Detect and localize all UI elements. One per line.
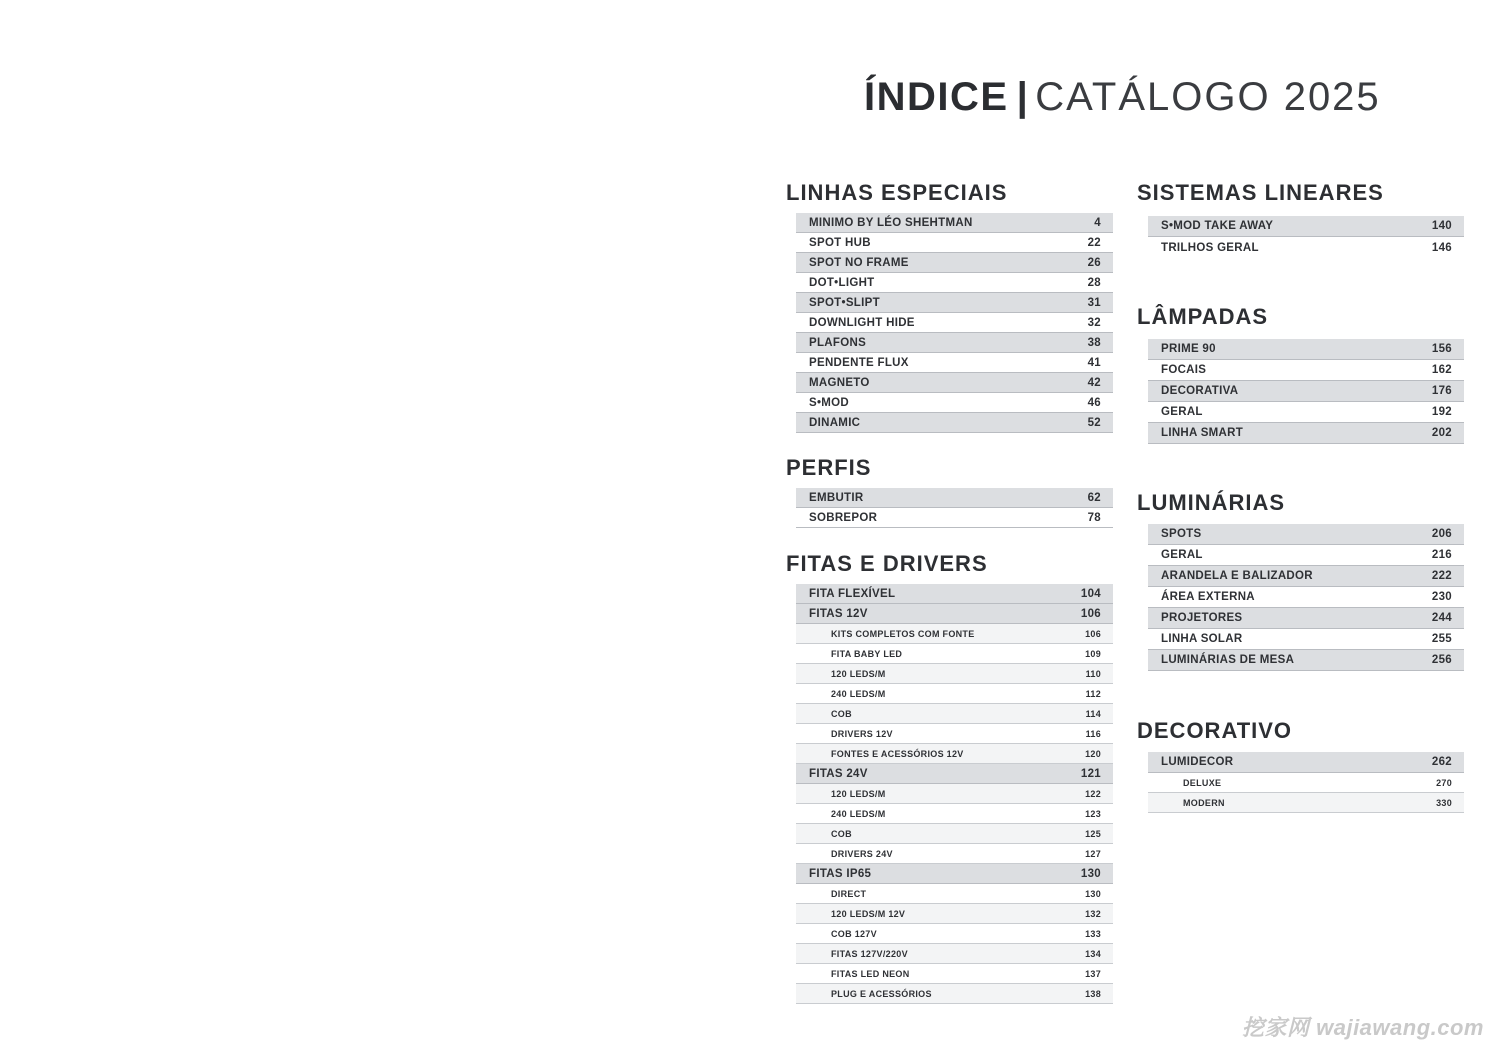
item-label: FITAS IP65: [809, 867, 872, 880]
item-page: 106: [1085, 628, 1101, 639]
list-item[interactable]: [1148, 216, 1464, 237]
list-item[interactable]: [796, 253, 1113, 273]
list-subitem[interactable]: [796, 784, 1113, 804]
item-page: 134: [1085, 948, 1101, 959]
list-item[interactable]: [1148, 237, 1464, 258]
item-page: 4: [1094, 216, 1101, 229]
item-page: 120: [1085, 748, 1101, 759]
list-lampadas: [1148, 339, 1464, 444]
item-label: FITA FLEXÍVEL: [809, 587, 896, 600]
list-sistemas-lineares: [1148, 216, 1464, 258]
item-label: COB: [831, 828, 852, 839]
item-page: 78: [1087, 511, 1101, 524]
item-label: DOWNLIGHT HIDE: [809, 316, 915, 329]
page-title: [864, 72, 1424, 122]
list-item[interactable]: [1148, 402, 1464, 423]
item-page: 31: [1087, 296, 1101, 309]
item-label: 120 LEDS/M 12V: [831, 908, 906, 919]
list-item[interactable]: [796, 764, 1113, 784]
list-subitem[interactable]: [796, 984, 1113, 1004]
item-page: 330: [1436, 797, 1452, 808]
item-page: 244: [1431, 612, 1452, 624]
item-page: 130: [1080, 867, 1101, 880]
item-page: 137: [1085, 968, 1101, 979]
item-label: SPOTS: [1161, 528, 1202, 540]
item-page: 122: [1085, 788, 1101, 799]
item-page: 138: [1085, 988, 1101, 999]
item-label: DELUXE: [1183, 777, 1222, 788]
item-page: 133: [1085, 928, 1101, 939]
item-label: SOBREPOR: [809, 511, 878, 524]
item-page: 162: [1431, 364, 1452, 376]
item-label: FITAS 127V/220V: [831, 948, 908, 959]
item-page: 123: [1085, 808, 1101, 819]
list-item[interactable]: [796, 413, 1113, 433]
item-page: 216: [1431, 549, 1452, 561]
item-label: 120 LEDS/M: [831, 788, 886, 799]
item-page: 26: [1087, 256, 1101, 269]
item-label: FITAS 24V: [809, 767, 868, 780]
item-page: 109: [1085, 648, 1101, 659]
item-label: ÁREA EXTERNA: [1161, 591, 1255, 603]
item-page: 230: [1431, 591, 1452, 603]
item-page: 46: [1087, 396, 1101, 409]
item-page: 106: [1080, 607, 1101, 620]
item-label: LINHA SOLAR: [1161, 633, 1243, 645]
list-subitem[interactable]: [796, 744, 1113, 764]
list-item[interactable]: [796, 584, 1113, 604]
item-page: 114: [1085, 708, 1101, 719]
list-item[interactable]: [1148, 752, 1464, 773]
item-page: 262: [1431, 756, 1452, 768]
item-page: 202: [1431, 427, 1452, 439]
item-page: 132: [1085, 908, 1101, 919]
section-title-fitas-drivers: FITAS E DRIVERS: [786, 551, 988, 576]
item-label: S•MOD TAKE AWAY: [1161, 220, 1274, 232]
list-subitem[interactable]: [796, 624, 1113, 644]
list-item[interactable]: [1148, 360, 1464, 381]
list-item[interactable]: [796, 313, 1113, 333]
list-subitem[interactable]: [796, 664, 1113, 684]
item-page: 140: [1431, 220, 1452, 232]
item-page: 192: [1431, 406, 1452, 418]
item-label: DINAMIC: [809, 416, 861, 429]
section-title-lampadas: LÂMPADAS: [1137, 304, 1269, 329]
list-luminarias: [1148, 524, 1464, 671]
list-item[interactable]: [1148, 524, 1464, 545]
item-page: 110: [1085, 668, 1101, 679]
item-label: DRIVERS 12V: [831, 728, 893, 739]
title-separator: |: [1016, 75, 1030, 119]
item-label: SPOT NO FRAME: [809, 256, 909, 269]
list-subitem[interactable]: [796, 944, 1113, 964]
item-label: FONTES E ACESSÓRIOS 12V: [831, 748, 964, 759]
section-title-sistemas-lineares: SISTEMAS LINEARES: [1137, 180, 1384, 205]
list-subitem[interactable]: [796, 724, 1113, 744]
item-page: 104: [1080, 587, 1101, 600]
list-item[interactable]: [1148, 650, 1464, 671]
item-page: 41: [1087, 356, 1101, 369]
item-label: DRIVERS 24V: [831, 848, 893, 859]
title-bold: ÍNDICE: [864, 75, 1009, 119]
list-item[interactable]: [796, 233, 1113, 253]
item-page: 255: [1431, 633, 1452, 645]
item-label: MAGNETO: [809, 376, 870, 389]
item-page: 130: [1085, 888, 1101, 899]
item-label: FITAS 12V: [809, 607, 868, 620]
item-label: FITA BABY LED: [831, 648, 903, 659]
list-item[interactable]: [1148, 545, 1464, 566]
item-label: PENDENTE FLUX: [809, 356, 909, 369]
list-subitem[interactable]: [796, 924, 1113, 944]
item-label: 120 LEDS/M: [831, 668, 886, 679]
list-item[interactable]: [1148, 423, 1464, 444]
list-subitem[interactable]: [1148, 793, 1464, 813]
item-label: PLUG E ACESSÓRIOS: [831, 988, 932, 999]
title-light: CATÁLOGO 2025: [1035, 75, 1381, 119]
item-page: 28: [1087, 276, 1101, 289]
list-item[interactable]: [1148, 629, 1464, 650]
item-label: PRIME 90: [1161, 343, 1216, 355]
list-item[interactable]: [1148, 339, 1464, 360]
list-item[interactable]: [796, 488, 1113, 508]
item-label: S•MOD: [809, 396, 850, 409]
list-item[interactable]: [796, 273, 1113, 293]
item-label: DOT•LIGHT: [809, 276, 875, 289]
item-page: 112: [1085, 688, 1101, 699]
list-item[interactable]: [796, 373, 1113, 393]
item-page: 222: [1431, 570, 1452, 582]
list-item[interactable]: [796, 213, 1113, 233]
list-subitem[interactable]: [796, 824, 1113, 844]
list-item[interactable]: [796, 864, 1113, 884]
list-item[interactable]: [796, 333, 1113, 353]
item-page: 127: [1085, 848, 1101, 859]
item-label: PLAFONS: [809, 336, 867, 349]
item-page: 146: [1431, 241, 1452, 254]
item-label: GERAL: [1161, 549, 1203, 561]
item-page: 116: [1085, 728, 1101, 739]
item-page: 62: [1087, 491, 1101, 504]
list-subitem[interactable]: [796, 644, 1113, 664]
list-subitem[interactable]: [796, 684, 1113, 704]
list-perfis: [796, 488, 1113, 528]
item-page: 270: [1436, 777, 1452, 788]
list-item[interactable]: [1148, 608, 1464, 629]
item-label: DIRECT: [831, 888, 867, 899]
section-title-luminarias: LUMINÁRIAS: [1137, 490, 1286, 515]
list-item[interactable]: [796, 353, 1113, 373]
item-label: KITS COMPLETOS COM FONTE: [831, 628, 975, 639]
list-linhas-especiais: [796, 213, 1113, 433]
item-page: 176: [1431, 385, 1452, 397]
item-label: LINHA SMART: [1161, 427, 1244, 439]
item-label: FITAS LED NEON: [831, 968, 910, 979]
item-label: SPOT•SLIPT: [809, 296, 880, 309]
item-label: LUMIDECOR: [1161, 756, 1234, 768]
item-page: 22: [1087, 236, 1101, 249]
item-label: MINIMO BY LÉO SHEHTMAN: [809, 216, 973, 229]
item-label: DECORATIVA: [1161, 385, 1239, 397]
item-page: 38: [1087, 336, 1101, 349]
section-title-decorativo: DECORATIVO: [1137, 718, 1293, 743]
list-item[interactable]: [796, 604, 1113, 624]
list-subitem[interactable]: [1148, 773, 1464, 793]
list-item[interactable]: [1148, 566, 1464, 587]
list-item[interactable]: [796, 508, 1113, 528]
list-item[interactable]: [796, 293, 1113, 313]
list-subitem[interactable]: [796, 904, 1113, 924]
item-page: 52: [1087, 416, 1101, 429]
item-label: 240 LEDS/M: [831, 808, 886, 819]
list-subitem[interactable]: [796, 964, 1113, 984]
list-item[interactable]: [796, 393, 1113, 413]
item-label: SPOT HUB: [809, 236, 871, 249]
section-title-perfis: PERFIS: [786, 455, 872, 480]
item-page: 206: [1431, 528, 1452, 540]
item-label: GERAL: [1161, 406, 1203, 418]
item-label: TRILHOS GERAL: [1161, 241, 1259, 254]
list-fitas-drivers: [796, 584, 1113, 1004]
item-page: 42: [1087, 376, 1101, 389]
item-label: COB 127V: [831, 928, 877, 939]
item-page: 156: [1431, 343, 1452, 355]
item-page: 125: [1085, 828, 1101, 839]
list-subitem[interactable]: [796, 804, 1113, 824]
list-decorativo: [1148, 752, 1464, 813]
item-page: 32: [1087, 316, 1101, 329]
item-label: COB: [831, 708, 852, 719]
list-subitem[interactable]: [796, 884, 1113, 904]
item-page: 256: [1431, 654, 1452, 666]
watermark: 挖家网 wajiawang.com: [1242, 1015, 1484, 1040]
item-label: PROJETORES: [1161, 612, 1243, 624]
item-label: 240 LEDS/M: [831, 688, 886, 699]
list-subitem[interactable]: [796, 844, 1113, 864]
list-item[interactable]: [1148, 381, 1464, 402]
section-title-linhas-especiais: LINHAS ESPECIAIS: [786, 180, 1008, 205]
item-page: 121: [1080, 767, 1101, 780]
list-item[interactable]: [1148, 587, 1464, 608]
item-label: ARANDELA E BALIZADOR: [1161, 570, 1313, 582]
item-label: FOCAIS: [1161, 364, 1207, 376]
item-label: MODERN: [1183, 797, 1225, 808]
item-label: LUMINÁRIAS DE MESA: [1161, 654, 1295, 666]
list-subitem[interactable]: [796, 704, 1113, 724]
item-label: EMBUTIR: [809, 491, 864, 504]
